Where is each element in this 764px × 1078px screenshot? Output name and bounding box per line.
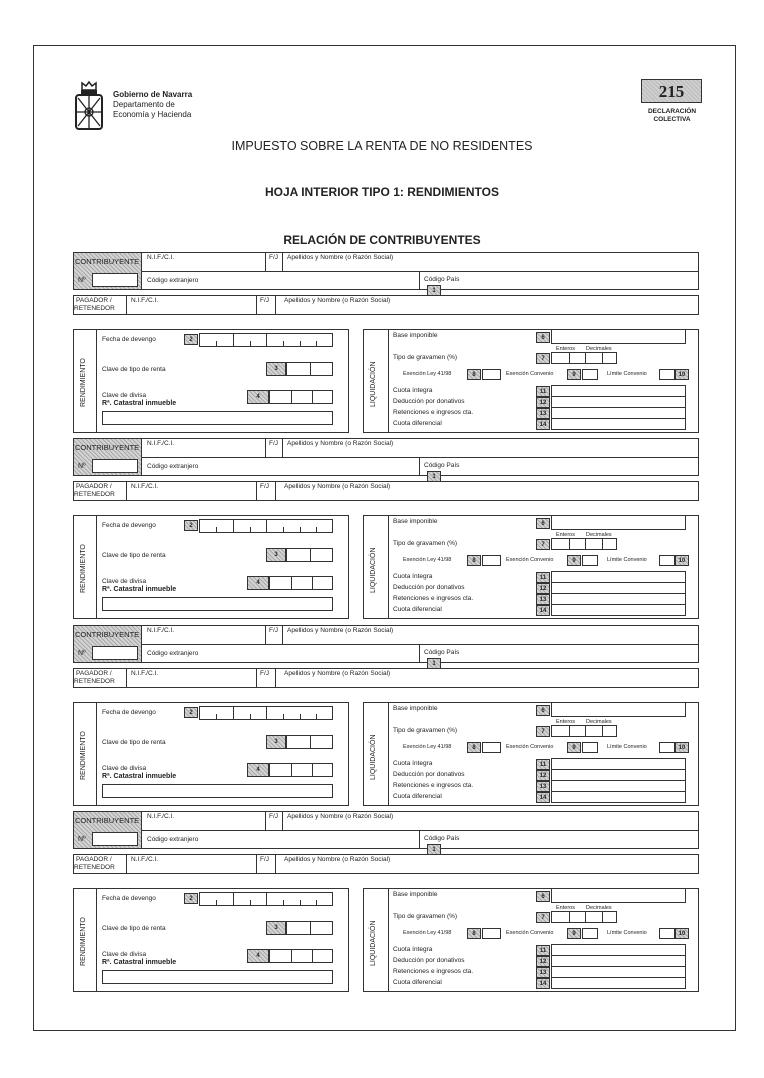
limite-convenio-label: Límite Convenio: [607, 930, 647, 936]
tipo-gravamen-code: 7: [536, 726, 550, 737]
ref-catastral-field[interactable]: [102, 970, 333, 984]
fecha-devengo-field[interactable]: [199, 519, 333, 533]
base-imponible-field[interactable]: [551, 888, 686, 903]
pagador-nif-field[interactable]: [127, 669, 255, 687]
limite-convenio-field[interactable]: [659, 555, 675, 566]
codigo-extranjero-label: Código extranjero: [147, 463, 199, 470]
pagador-apellidos-label: Apellidos y Nombre (o Razón Social): [284, 297, 391, 304]
cuota-diferencial-code: 14: [536, 792, 550, 803]
numero-label: Nº: [78, 836, 86, 843]
contribuyente-nif-field[interactable]: [142, 811, 265, 830]
clave-divisa-field[interactable]: [269, 390, 333, 404]
exencion-convenio-label: Exención Convenio: [506, 371, 554, 377]
tax-title: IMPUESTO SOBRE LA RENTA DE NO RESIDENTES: [231, 139, 533, 153]
clave-tipo-renta-field[interactable]: [286, 735, 333, 749]
cuota-integra-label: Cuota íntegra: [393, 573, 433, 580]
contribuyente-fj-label: F/J: [269, 627, 279, 634]
contribuyente-apellidos-field[interactable]: [283, 811, 698, 830]
cuota-diferencial-label: Cuota diferencial: [393, 979, 442, 986]
exencion-convenio-code: 9: [567, 369, 581, 380]
numero-label: Nº: [78, 277, 86, 284]
contribuyente-apellidos-label: Apellidos y Nombre (o Razón Social): [287, 254, 394, 261]
limite-convenio-field[interactable]: [659, 928, 675, 939]
retenciones-label: Retenciones e ingresos cta.: [393, 782, 474, 789]
deduccion-label: Deducción por donativos: [393, 957, 465, 964]
clave-divisa-label: Clave de divisa: [102, 951, 147, 958]
pagador-nif-field[interactable]: [127, 296, 255, 314]
pagador-apellidos-field[interactable]: [276, 669, 698, 687]
decimales-label: Decimales: [586, 532, 612, 538]
deduccion-label: Deducción por donativos: [393, 584, 465, 591]
clave-tipo-renta-code: 3: [266, 362, 286, 376]
exencion-ley-code: 8: [467, 928, 481, 939]
fecha-devengo-code: 2: [184, 520, 198, 531]
tipo-gravamen-field[interactable]: [551, 538, 617, 550]
model-number-badge: 215: [641, 79, 702, 103]
pagador-fj-label: F/J: [260, 483, 270, 490]
model-caption-line-1: DECLARACIÓN: [647, 108, 697, 115]
cuota-diferencial-code: 14: [536, 978, 550, 989]
cuota-diferencial-label: Cuota diferencial: [393, 420, 442, 427]
deduccion-code: 12: [536, 583, 550, 594]
retenciones-label: Retenciones e ingresos cta.: [393, 968, 474, 975]
deduccion-code: 12: [536, 770, 550, 781]
sheet-title: HOJA INTERIOR TIPO 1: RENDIMIENTOS: [264, 185, 500, 199]
numero-field[interactable]: [92, 273, 138, 287]
pagador-apellidos-field[interactable]: [276, 482, 698, 500]
org-line-2: Departamento de: [113, 100, 175, 109]
decimales-label: Decimales: [586, 719, 612, 725]
numero-label: Nº: [78, 463, 86, 470]
model-caption: [636, 108, 708, 124]
retenedor-label: RETENEDOR: [74, 491, 115, 498]
liquidacion-label: LIQUIDACIÓN: [370, 920, 377, 966]
clave-divisa-label: Clave de divisa: [102, 392, 147, 399]
ref-catastral-label: Rª. Catastral inmueble: [102, 773, 177, 780]
cuota-integra-label: Cuota íntegra: [393, 946, 433, 953]
decimales-label: Decimales: [586, 905, 612, 911]
contribuyente-apellidos-label: Apellidos y Nombre (o Razón Social): [287, 627, 394, 634]
clave-tipo-renta-field[interactable]: [286, 548, 333, 562]
liquidacion-label: LIQUIDACIÓN: [370, 734, 377, 780]
deduccion-code: 12: [536, 397, 550, 408]
cuota-integra-code: 11: [536, 572, 550, 583]
cuota-integra-label: Cuota íntegra: [393, 760, 433, 767]
base-imponible-label: Base imponible: [393, 332, 438, 339]
clave-divisa-field[interactable]: [269, 949, 333, 963]
fecha-devengo-field[interactable]: [199, 706, 333, 720]
clave-tipo-renta-code: 3: [266, 921, 286, 935]
contribuyente-apellidos-field[interactable]: [283, 625, 698, 644]
clave-divisa-field[interactable]: [269, 576, 333, 590]
clave-tipo-renta-field[interactable]: [286, 921, 333, 935]
exencion-ley-code: 8: [467, 742, 481, 753]
limite-convenio-code: 10: [675, 555, 689, 566]
retenciones-code: 13: [536, 967, 550, 978]
fecha-devengo-label: Fecha de devengo: [102, 336, 156, 343]
exencion-convenio-field[interactable]: [582, 555, 598, 566]
cuota-diferencial-field[interactable]: [551, 418, 686, 430]
numero-label: Nº: [78, 650, 86, 657]
clave-divisa-label: Clave de divisa: [102, 765, 147, 772]
codigo-pais-label: Código País: [424, 276, 460, 283]
cuota-diferencial-field[interactable]: [551, 604, 686, 616]
contribuyente-apellidos-field[interactable]: [283, 438, 698, 457]
decimales-label: Decimales: [586, 346, 612, 352]
tipo-gravamen-label: Tipo de gravamen (%): [393, 727, 458, 734]
tipo-gravamen-field[interactable]: [551, 352, 617, 364]
limite-convenio-code: 10: [675, 742, 689, 753]
pagador-apellidos-label: Apellidos y Nombre (o Razón Social): [284, 670, 391, 677]
clave-divisa-code: 4: [247, 576, 269, 590]
codigo-pais-box[interactable]: 1: [427, 844, 441, 855]
clave-tipo-renta-label: Clave de tipo de renta: [102, 552, 166, 559]
retenciones-code: 13: [536, 408, 550, 419]
tipo-gravamen-code: 7: [536, 912, 550, 923]
contribuyente-apellidos-label: Apellidos y Nombre (o Razón Social): [287, 440, 394, 447]
rendimiento-label: RENDIMIENTO: [80, 544, 87, 593]
exencion-ley-code: 8: [467, 555, 481, 566]
tipo-gravamen-label: Tipo de gravamen (%): [393, 913, 458, 920]
fecha-devengo-code: 2: [184, 334, 198, 345]
exencion-convenio-field[interactable]: [582, 928, 598, 939]
exencion-ley-label: Exención Ley 41/98: [403, 371, 452, 377]
retenedor-label: RETENEDOR: [74, 678, 115, 685]
relation-title: RELACIÓN DE CONTRIBUYENTES: [283, 233, 481, 247]
contribuyente-apellidos-label: Apellidos y Nombre (o Razón Social): [287, 813, 394, 820]
liquidacion-label: LIQUIDACIÓN: [370, 361, 377, 407]
clave-divisa-code: 4: [247, 390, 269, 404]
tipo-gravamen-field[interactable]: [551, 911, 617, 923]
exencion-convenio-code: 9: [567, 555, 581, 566]
pagador-fj-label: F/J: [260, 856, 270, 863]
enteros-label: Enteros: [556, 719, 575, 725]
limite-convenio-field[interactable]: [659, 369, 675, 380]
cuota-diferencial-field[interactable]: [551, 791, 686, 803]
base-imponible-code: 6: [536, 332, 550, 343]
fecha-devengo-label: Fecha de devengo: [102, 709, 156, 716]
pagador-nif-label: N.I.F./C.I.: [131, 856, 159, 863]
limite-convenio-code: 10: [675, 928, 689, 939]
rendimiento-label: RENDIMIENTO: [80, 917, 87, 966]
pagador-apellidos-label: Apellidos y Nombre (o Razón Social): [284, 483, 391, 490]
base-imponible-field[interactable]: [551, 515, 686, 530]
codigo-pais-box[interactable]: 1: [427, 658, 441, 669]
codigo-extranjero-label: Código extranjero: [147, 836, 199, 843]
ref-catastral-field[interactable]: [102, 784, 333, 798]
tipo-gravamen-code: 7: [536, 539, 550, 550]
rendimiento-label: RENDIMIENTO: [80, 358, 87, 407]
fecha-devengo-field[interactable]: [199, 892, 333, 906]
exencion-ley-field[interactable]: [482, 369, 501, 380]
fecha-devengo-label: Fecha de devengo: [102, 522, 156, 529]
ref-catastral-label: Rª. Catastral inmueble: [102, 586, 177, 593]
clave-tipo-renta-label: Clave de tipo de renta: [102, 739, 166, 746]
codigo-extranjero-field[interactable]: [143, 831, 418, 848]
tipo-gravamen-field[interactable]: [551, 725, 617, 737]
cuota-diferencial-code: 14: [536, 419, 550, 430]
enteros-label: Enteros: [556, 905, 575, 911]
codigo-pais-box[interactable]: 1: [427, 285, 441, 296]
clave-tipo-renta-field[interactable]: [286, 362, 333, 376]
codigo-pais-label: Código País: [424, 835, 460, 842]
exencion-ley-label: Exención Ley 41/98: [403, 930, 452, 936]
exencion-convenio-field[interactable]: [582, 369, 598, 380]
numero-field[interactable]: [92, 459, 138, 473]
limite-convenio-label: Límite Convenio: [607, 557, 647, 563]
pagador-label: PAGADOR /: [76, 670, 112, 677]
deduccion-label: Deducción por donativos: [393, 398, 465, 405]
pagador-nif-label: N.I.F./C.I.: [131, 297, 159, 304]
ref-catastral-field[interactable]: [102, 411, 333, 425]
contribuyente-nif-field[interactable]: [142, 252, 265, 271]
pagador-nif-field[interactable]: [127, 855, 255, 873]
contribuyente-label: CONTRIBUYENTE: [75, 443, 140, 452]
exencion-convenio-code: 9: [567, 742, 581, 753]
codigo-pais-label: Código País: [424, 462, 460, 469]
enteros-label: Enteros: [556, 346, 575, 352]
clave-tipo-renta-code: 3: [266, 735, 286, 749]
pagador-label: PAGADOR /: [76, 483, 112, 490]
contribuyente-nif-label: N.I.F./C.I.: [147, 254, 175, 261]
pagador-nif-label: N.I.F./C.I.: [131, 483, 159, 490]
contribuyente-fj-label: F/J: [269, 440, 279, 447]
fecha-devengo-code: 2: [184, 707, 198, 718]
deduccion-label: Deducción por donativos: [393, 771, 465, 778]
ref-catastral-label: Rª. Catastral inmueble: [102, 959, 177, 966]
retenciones-label: Retenciones e ingresos cta.: [393, 409, 474, 416]
rendimiento-label: RENDIMIENTO: [80, 731, 87, 780]
codigo-pais-label: Código País: [424, 649, 460, 656]
retenedor-label: RETENEDOR: [74, 305, 115, 312]
base-imponible-code: 6: [536, 891, 550, 902]
base-imponible-field[interactable]: [551, 702, 686, 717]
clave-tipo-renta-label: Clave de tipo de renta: [102, 366, 166, 373]
liquidacion-label: LIQUIDACIÓN: [370, 547, 377, 593]
numero-field[interactable]: [92, 646, 138, 660]
codigo-extranjero-field[interactable]: [143, 458, 418, 475]
pagador-fj-label: F/J: [260, 297, 270, 304]
clave-tipo-renta-label: Clave de tipo de renta: [102, 925, 166, 932]
ref-catastral-label: Rª. Catastral inmueble: [102, 400, 177, 407]
organization-name: [113, 90, 192, 120]
clave-divisa-code: 4: [247, 949, 269, 963]
limite-convenio-label: Límite Convenio: [607, 371, 647, 377]
exencion-convenio-label: Exención Convenio: [506, 930, 554, 936]
pagador-apellidos-field[interactable]: [276, 855, 698, 873]
cuota-integra-label: Cuota íntegra: [393, 387, 433, 394]
retenciones-code: 13: [536, 594, 550, 605]
codigo-extranjero-field[interactable]: [143, 272, 418, 289]
fecha-devengo-field[interactable]: [199, 333, 333, 347]
contribuyente-fj-label: F/J: [269, 813, 279, 820]
codigo-pais-box[interactable]: 1: [427, 471, 441, 482]
coat-of-arms-icon: [74, 80, 104, 132]
exencion-ley-field[interactable]: [482, 555, 501, 566]
base-imponible-label: Base imponible: [393, 891, 438, 898]
exencion-ley-field[interactable]: [482, 928, 501, 939]
contribuyente-label: CONTRIBUYENTE: [75, 816, 140, 825]
contribuyente-nif-label: N.I.F./C.I.: [147, 627, 175, 634]
contribuyente-nif-field[interactable]: [142, 438, 265, 457]
clave-tipo-renta-code: 3: [266, 548, 286, 562]
contribuyente-nif-label: N.I.F./C.I.: [147, 813, 175, 820]
contribuyente-label: CONTRIBUYENTE: [75, 630, 140, 639]
cuota-integra-code: 11: [536, 386, 550, 397]
fecha-devengo-code: 2: [184, 893, 198, 904]
cuota-diferencial-label: Cuota diferencial: [393, 793, 442, 800]
pagador-apellidos-field[interactable]: [276, 296, 698, 314]
cuota-integra-code: 11: [536, 945, 550, 956]
pagador-apellidos-label: Apellidos y Nombre (o Razón Social): [284, 856, 391, 863]
tipo-gravamen-code: 7: [536, 353, 550, 364]
codigo-extranjero-label: Código extranjero: [147, 277, 199, 284]
limite-convenio-label: Límite Convenio: [607, 744, 647, 750]
contribuyente-label: CONTRIBUYENTE: [75, 257, 140, 266]
pagador-nif-label: N.I.F./C.I.: [131, 670, 159, 677]
ref-catastral-field[interactable]: [102, 597, 333, 611]
cuota-diferencial-label: Cuota diferencial: [393, 606, 442, 613]
codigo-extranjero-field[interactable]: [143, 645, 418, 662]
exencion-convenio-field[interactable]: [582, 742, 598, 753]
tipo-gravamen-label: Tipo de gravamen (%): [393, 540, 458, 547]
base-imponible-label: Base imponible: [393, 518, 438, 525]
pagador-nif-field[interactable]: [127, 482, 255, 500]
enteros-label: Enteros: [556, 532, 575, 538]
retenciones-label: Retenciones e ingresos cta.: [393, 595, 474, 602]
exencion-convenio-label: Exención Convenio: [506, 557, 554, 563]
pagador-label: PAGADOR /: [76, 297, 112, 304]
pagador-label: PAGADOR /: [76, 856, 112, 863]
limite-convenio-code: 10: [675, 369, 689, 380]
base-imponible-code: 6: [536, 518, 550, 529]
tipo-gravamen-label: Tipo de gravamen (%): [393, 354, 458, 361]
exencion-ley-field[interactable]: [482, 742, 501, 753]
base-imponible-label: Base imponible: [393, 705, 438, 712]
codigo-extranjero-label: Código extranjero: [147, 650, 199, 657]
retenedor-label: RETENEDOR: [74, 864, 115, 871]
exencion-ley-label: Exención Ley 41/98: [403, 744, 452, 750]
model-caption-line-2: COLECTIVA: [653, 116, 691, 123]
deduccion-code: 12: [536, 956, 550, 967]
retenciones-code: 13: [536, 781, 550, 792]
org-line-1: Gobierno de Navarra: [113, 90, 193, 99]
exencion-convenio-code: 9: [567, 928, 581, 939]
cuota-integra-code: 11: [536, 759, 550, 770]
pagador-fj-label: F/J: [260, 670, 270, 677]
cuota-diferencial-code: 14: [536, 605, 550, 616]
contribuyente-apellidos-field[interactable]: [283, 252, 698, 271]
contribuyente-nif-field[interactable]: [142, 625, 265, 644]
limite-convenio-field[interactable]: [659, 742, 675, 753]
contribuyente-nif-label: N.I.F./C.I.: [147, 440, 175, 447]
base-imponible-code: 6: [536, 705, 550, 716]
clave-divisa-code: 4: [247, 763, 269, 777]
fecha-devengo-label: Fecha de devengo: [102, 895, 156, 902]
org-line-3: Economía y Hacienda: [113, 110, 192, 119]
clave-divisa-label: Clave de divisa: [102, 578, 147, 585]
clave-divisa-field[interactable]: [269, 763, 333, 777]
cuota-diferencial-field[interactable]: [551, 977, 686, 989]
exencion-ley-label: Exención Ley 41/98: [403, 557, 452, 563]
exencion-ley-code: 8: [467, 369, 481, 380]
exencion-convenio-label: Exención Convenio: [506, 744, 554, 750]
contribuyente-fj-label: F/J: [269, 254, 279, 261]
numero-field[interactable]: [92, 832, 138, 846]
base-imponible-field[interactable]: [551, 329, 686, 344]
